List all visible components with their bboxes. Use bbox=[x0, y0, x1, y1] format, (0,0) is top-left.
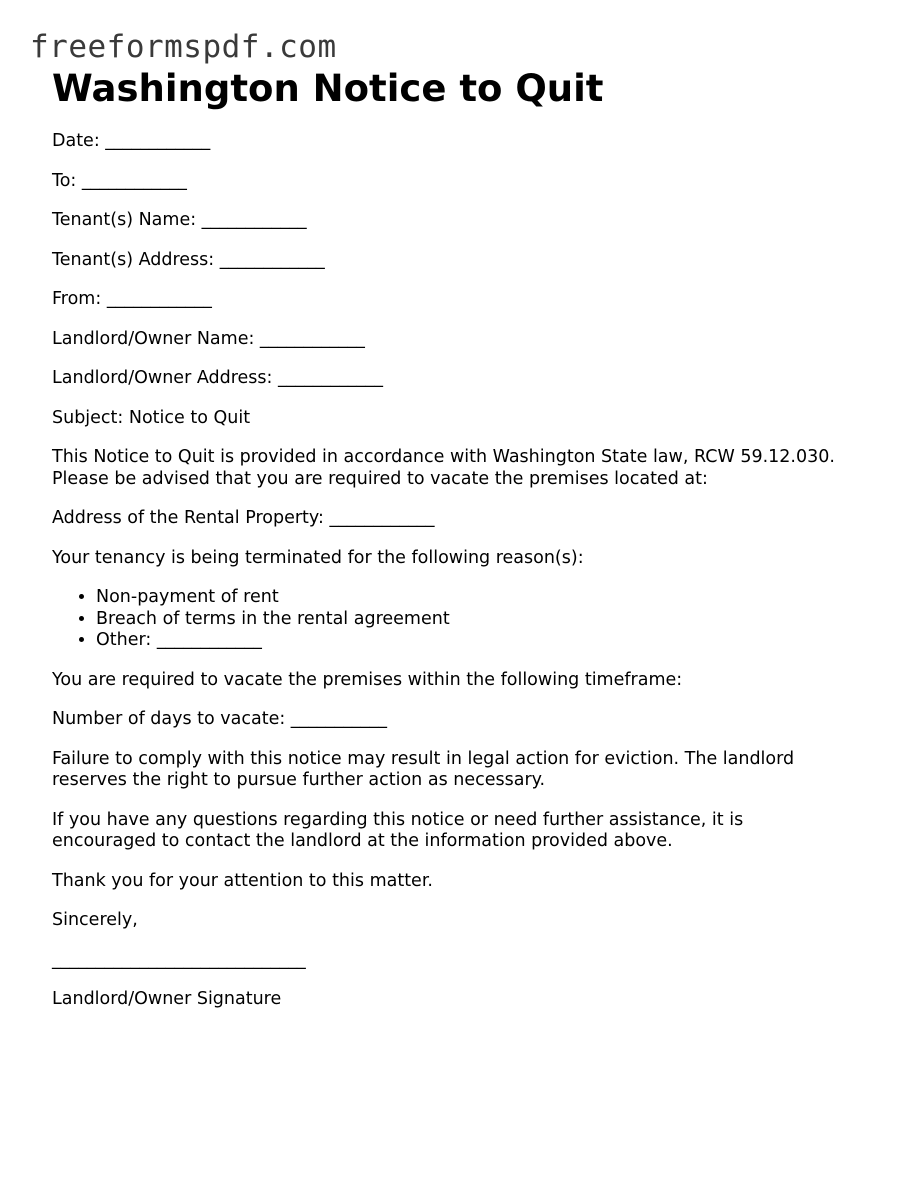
notice-body bbox=[52, 131, 892, 1011]
intro-line-2: Please be advised that you are required to vacate the premises located at: bbox=[52, 468, 708, 489]
reasons-list bbox=[52, 587, 892, 652]
intro-paragraph bbox=[52, 447, 892, 490]
to-field: To: ____________ bbox=[52, 170, 187, 191]
subject-line: Subject: Notice to Quit bbox=[52, 407, 251, 428]
questions-paragraph bbox=[52, 810, 892, 853]
failure-line-2: reserves the right to pursue further action as necessary. bbox=[52, 770, 546, 790]
reason-item-other: • Other: ____________ bbox=[96, 630, 892, 652]
notice-document bbox=[52, 66, 892, 1029]
from-field: From: ____________ bbox=[52, 289, 212, 309]
timeframe-intro: You are required to vacate the premises within the following timeframe: bbox=[52, 669, 683, 690]
tenant-name-field: Tenant(s) Name: ____________ bbox=[52, 210, 307, 230]
thanks-line: Thank you for your attention to this matter. bbox=[52, 870, 433, 891]
landlord-address-field: Landlord/Owner Address: ____________ bbox=[52, 368, 383, 388]
signature-line: _____________________________ bbox=[52, 949, 306, 970]
page-title: Washington Notice to Quit bbox=[52, 67, 604, 110]
date-field: Date: ____________ bbox=[52, 131, 211, 151]
intro-line-1: This Notice to Quit is provided in accordance with Washington State law, RCW 59.12.030. bbox=[52, 447, 835, 467]
questions-line-2: encouraged to contact the landlord at the information provided above. bbox=[52, 831, 673, 851]
watermark: freeformspdf.com bbox=[30, 29, 337, 65]
rental-property-field: Address of the Rental Property: ____________ bbox=[52, 508, 435, 528]
questions-line-1: If you have any questions regarding this notice or need further assistance, it is bbox=[52, 809, 744, 830]
days-to-vacate-field: Number of days to vacate: ___________ bbox=[52, 709, 388, 729]
failure-paragraph bbox=[52, 749, 892, 792]
tenant-address-field: Tenant(s) Address: ____________ bbox=[52, 249, 325, 270]
reasons-intro: Your tenancy is being terminated for the following reason(s): bbox=[52, 547, 584, 568]
reason-item-nonpayment: • Non-payment of rent bbox=[96, 587, 892, 609]
reason-item-breach: • Breach of terms in the rental agreement bbox=[96, 609, 892, 631]
closing-line: Sincerely, bbox=[52, 910, 138, 930]
landlord-name-field: Landlord/Owner Name: ____________ bbox=[52, 328, 365, 349]
signature-label: Landlord/Owner Signature bbox=[52, 989, 282, 1009]
failure-line-1: Failure to comply with this notice may result in legal action for eviction. The landlord bbox=[52, 748, 795, 769]
